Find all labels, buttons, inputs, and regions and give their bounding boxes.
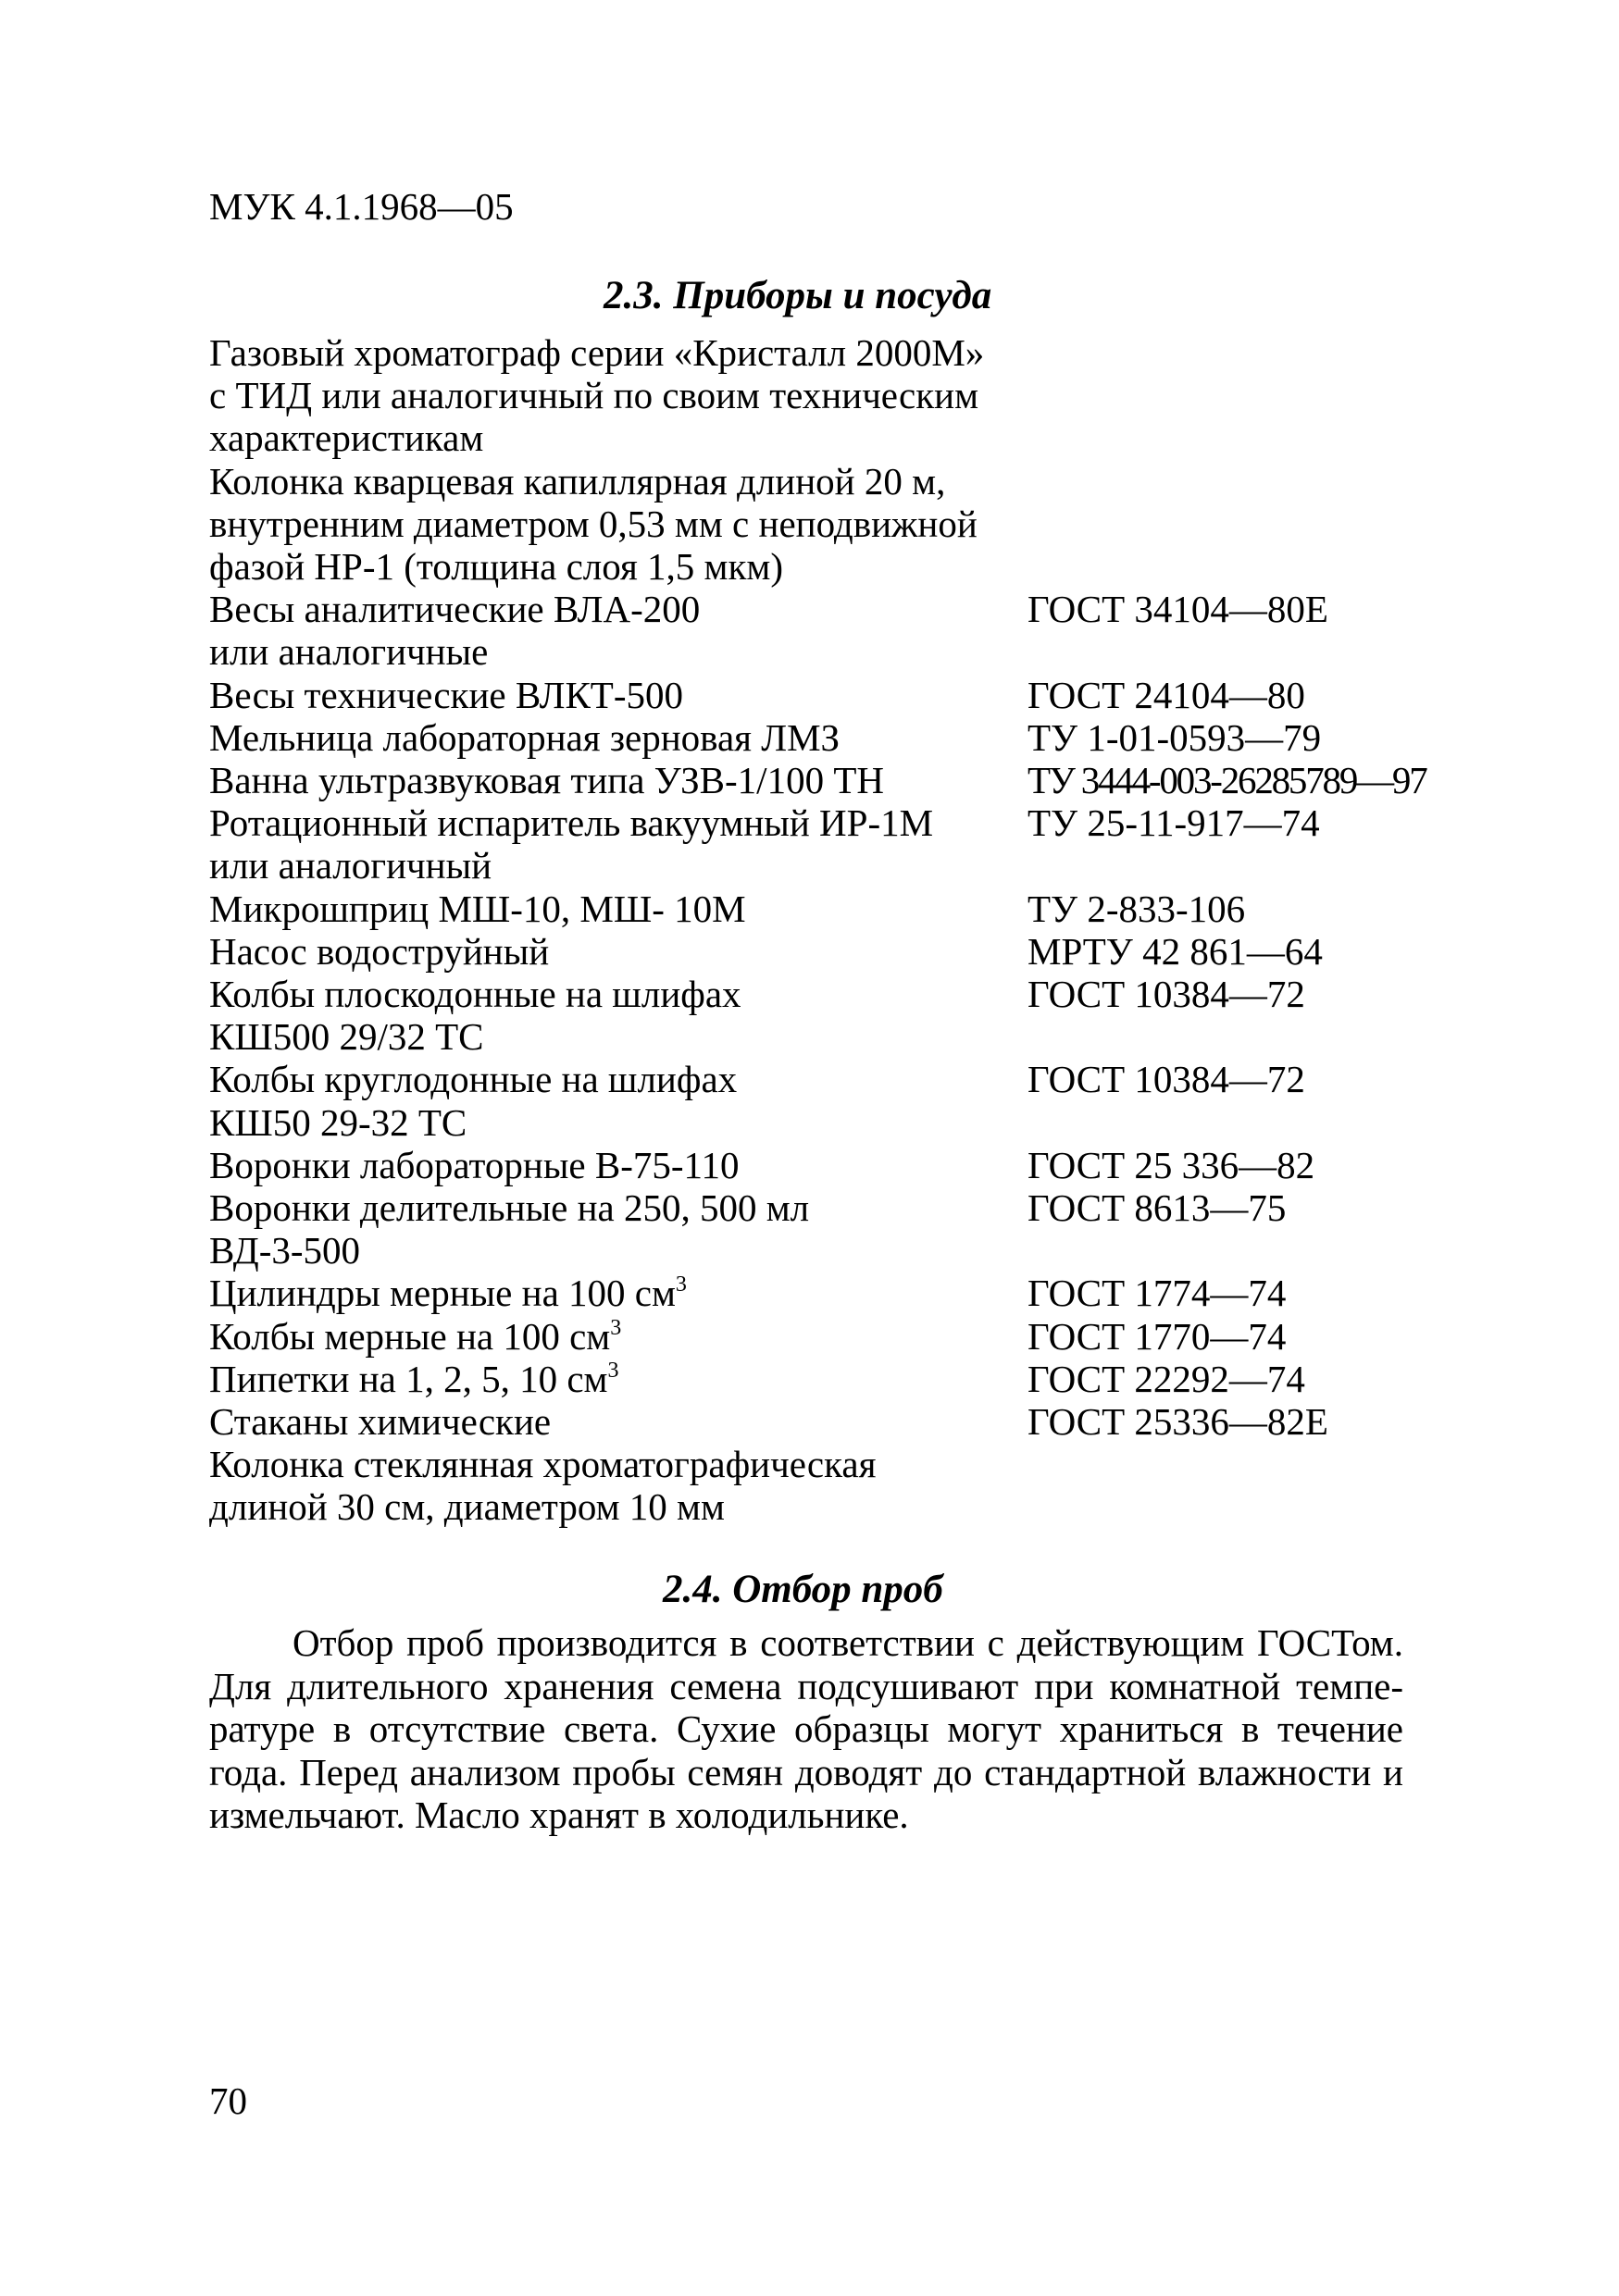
equipment-name-line: Колонка кварцевая капиллярная длиной 20 м, xyxy=(209,459,946,503)
equipment-name-line: длиной 30 см, диаметром 10 мм xyxy=(209,1485,725,1529)
equipment-standard: МРТУ 42 861—64 xyxy=(1027,929,1323,973)
equipment-standard: ГОСТ 10384—72 xyxy=(1027,973,1305,1016)
equipment-standard: ГОСТ 10384—72 xyxy=(1027,1058,1305,1101)
equipment-name-line: или аналогичный xyxy=(209,844,492,887)
equipment-row xyxy=(209,460,1505,589)
equipment-row xyxy=(209,887,1505,930)
equipment-name-line: Весы аналитические ВЛА-200 xyxy=(209,588,701,631)
equipment-standard: ГОСТ 1774—74 xyxy=(1027,1272,1287,1315)
equipment-name-line: Стаканы химические xyxy=(209,1400,552,1444)
equipment-name-line: Воронки лабораторные В-75-110 xyxy=(209,1143,740,1186)
equipment-standard: ТУ 1-01-0593—79 xyxy=(1027,715,1322,759)
equipment-name-line: КШ50 29-32 ТС xyxy=(209,1100,467,1144)
equipment-row xyxy=(209,716,1505,759)
unit-superscript: 3 xyxy=(675,1272,687,1297)
equipment-name-line: Ванна ультразвуковая типа УЗВ-1/100 ТН xyxy=(209,759,884,802)
equipment-name xyxy=(209,887,1027,930)
equipment-name xyxy=(209,973,1027,1058)
document-code: МУК 4.1.1968—05 xyxy=(209,185,514,228)
equipment-name-line: Колонка стеклянная хроматографическая xyxy=(209,1443,877,1486)
equipment-name-line: Газовый хроматограф серии «Кристалл 2000М» xyxy=(209,331,985,374)
equipment-name-line: Насос водоструйный xyxy=(209,929,550,973)
equipment-standard: ГОСТ 8613—75 xyxy=(1027,1186,1287,1230)
equipment-name xyxy=(209,1315,1027,1358)
equipment-name xyxy=(209,331,1027,460)
equipment-name xyxy=(209,674,1027,716)
equipment-name xyxy=(209,1358,1027,1400)
equipment-name xyxy=(209,1186,1027,1272)
equipment-name xyxy=(209,759,1027,801)
equipment-row xyxy=(209,759,1505,801)
equipment-standard: ГОСТ 34104—80Е xyxy=(1027,588,1328,631)
equipment-row xyxy=(209,1315,1505,1358)
equipment-row xyxy=(209,1186,1505,1272)
equipment-name-line: Весы технические ВЛКТ-500 xyxy=(209,673,683,716)
equipment-standard: ГОСТ 25 336—82 xyxy=(1027,1143,1315,1186)
equipment-name xyxy=(209,1058,1027,1143)
equipment-name-line: Воронки делительные на 250, 500 мл xyxy=(209,1186,810,1230)
equipment-name xyxy=(209,801,1027,887)
equipment-name xyxy=(209,460,1027,589)
equipment-name-line xyxy=(209,1272,1027,1314)
equipment-name-line: Колбы плоскодонные на шлифах xyxy=(209,973,741,1016)
equipment-name-line xyxy=(209,1358,1027,1400)
equipment-row xyxy=(209,331,1505,460)
equipment-standard: ГОСТ 25336—82Е xyxy=(1027,1400,1328,1444)
sampling-paragraph: Отбор проб производится в соответствии с действующим ГОСТом. Для длительного хранения семена подсушивают при комнатной температуре в отсутствие света. Сухие образцы могут храниться в течение года. Перед анализом пробы семян доводят до стандартной влажности и измельчают. Масло хранят в холодильнике. xyxy=(209,1621,1403,1836)
equipment-row xyxy=(209,1443,1505,1528)
equipment-name xyxy=(209,716,1027,759)
equipment-name-line: Мельница лабораторная зерновая ЛМЗ xyxy=(209,715,841,759)
equipment-name-line: Колбы круглодонные на шлифах xyxy=(209,1058,738,1101)
equipment-name-text: Колбы мерные на 100 см xyxy=(209,1314,611,1358)
equipment-name-text: Цилиндры мерные на 100 см xyxy=(209,1272,676,1315)
equipment-standard: ГОСТ 24104—80 xyxy=(1027,673,1305,716)
equipment-name-text: Пипетки на 1, 2, 5, 10 см xyxy=(209,1357,608,1400)
equipment-name-line: характеристикам xyxy=(209,416,484,460)
equipment-name xyxy=(209,1400,1027,1443)
equipment-name-line: Ротационный испаритель вакуумный ИР-1М xyxy=(209,801,934,845)
equipment-name xyxy=(209,930,1027,973)
equipment-standard: ТУ 25-11-917—74 xyxy=(1027,801,1320,845)
unit-superscript: 3 xyxy=(610,1315,622,1340)
equipment-name xyxy=(209,588,1027,673)
equipment-name-line: Микрошприц МШ-10, МШ- 10М xyxy=(209,887,746,930)
equipment-name xyxy=(209,1443,1027,1528)
equipment-standard: ГОСТ 22292—74 xyxy=(1027,1357,1305,1400)
equipment-row xyxy=(209,973,1505,1058)
equipment-row xyxy=(209,1058,1505,1143)
section-title-sampling: 2.4. Отбор проб xyxy=(663,1568,943,1611)
equipment-row xyxy=(209,588,1505,673)
equipment-name-line: ВД-3-500 xyxy=(209,1229,361,1272)
equipment-row xyxy=(209,1358,1505,1400)
section-title-equipment: 2.3. Приборы и посуда xyxy=(604,274,992,317)
equipment-name xyxy=(209,1272,1027,1314)
equipment-name-line: с ТИД или аналогичный по своим техническим xyxy=(209,374,979,417)
equipment-name-line: или аналогичные xyxy=(209,630,489,674)
equipment-standard: ТУ 2-833-106 xyxy=(1027,887,1246,930)
equipment-row xyxy=(209,674,1505,716)
equipment-name xyxy=(209,1144,1027,1186)
page-number: 70 xyxy=(209,2079,247,2122)
equipment-row xyxy=(209,1144,1505,1186)
equipment-name-line: КШ500 29/32 ТС xyxy=(209,1015,484,1059)
equipment-row xyxy=(209,801,1505,887)
equipment-name-line: фазой НР-1 (толщина слоя 1,5 мкм) xyxy=(209,545,784,589)
equipment-name-line xyxy=(209,1315,1027,1358)
equipment-row xyxy=(209,1272,1505,1314)
equipment-row xyxy=(209,930,1505,973)
equipment-name-line: внутренним диаметром 0,53 мм с неподвижной xyxy=(209,502,978,545)
equipment-list xyxy=(209,331,1505,1529)
unit-superscript: 3 xyxy=(607,1358,619,1383)
equipment-standard: ТУ 3444-003-26285789—97 xyxy=(1027,759,1426,802)
equipment-standard: ГОСТ 1770—74 xyxy=(1027,1314,1287,1358)
equipment-row xyxy=(209,1400,1505,1443)
